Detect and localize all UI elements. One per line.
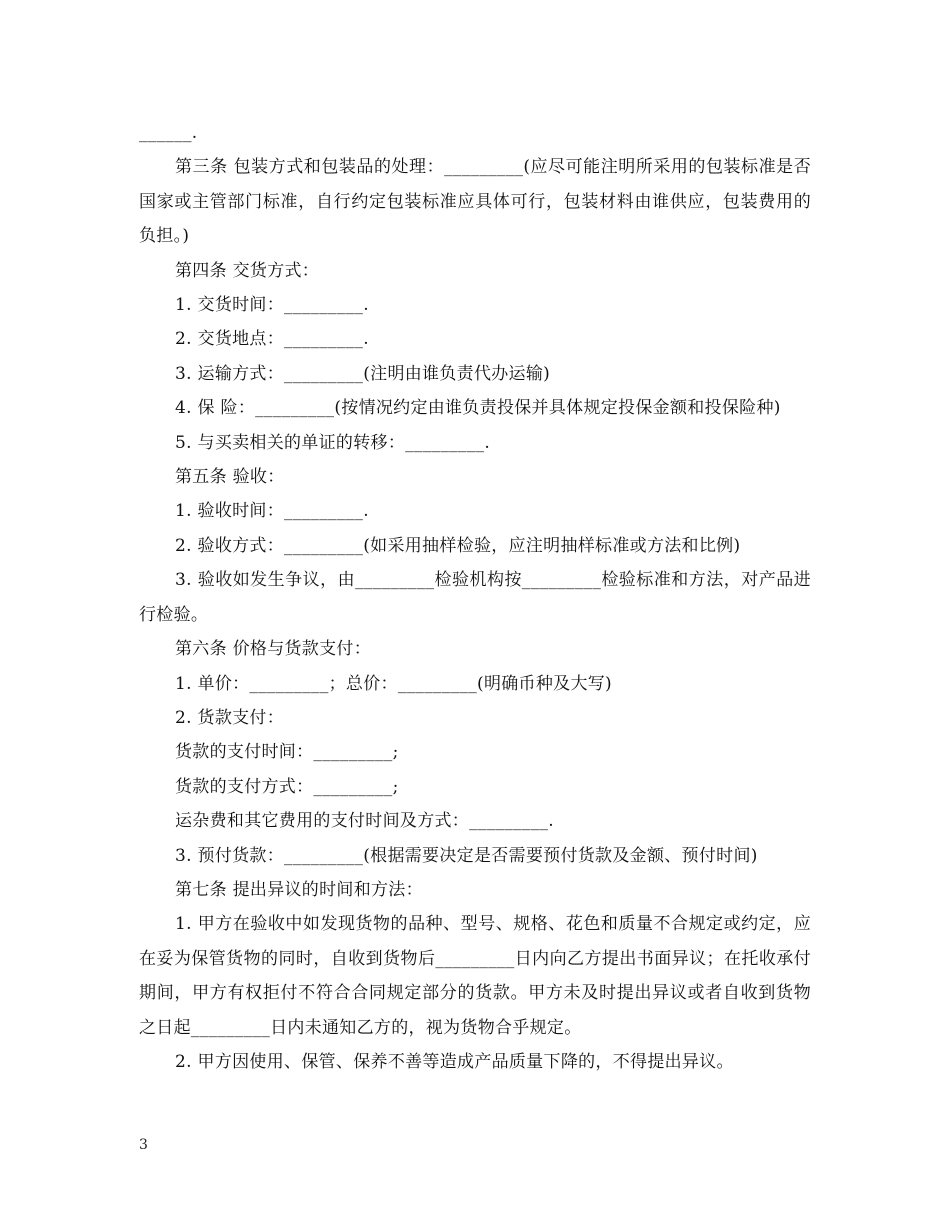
paragraph: 4. 保 险：_________(按情况约定由谁负责投保并具体规定投保金额和投保险种) [175,398,781,419]
paragraph: 3. 验收如发生争议，由_________检验机构按_________检验标准和方法，对产品进行检验。 [139,570,811,625]
page-number: 3 [139,1137,148,1153]
paragraph: 2. 货款支付： [175,707,285,728]
paragraph: 1. 交货时间：_________. [175,295,369,316]
paragraph: 3. 预付货款：_________(根据需要决定是否需要预付货款及金额、预付时间) [175,845,758,866]
paragraph: 5. 与买卖相关的单证的转移：_________. [175,432,491,453]
paragraph: ______. [139,123,198,143]
paragraph: 第三条 包装方式和包装品的处理：_________(应尽可能注明所采用的包装标准是否国家或主管部门标准，自行约定包装标准应具体可行，包装材料由谁供应，包装费用的负担。) [139,157,811,247]
paragraph: 1. 甲方在验收中如发现货物的品种、型号、规格、花色和质量不合规定或约定，应在妥为保管货物的同时，自收到货物后_________日内向乙方提出书面异议；在托收承付期间，甲方有权拒付不符合合同规定部分的货款。甲方未及时提出异议或者自收到货物之日起_________日内未通知乙方的，视为货物合乎规定。 [139,914,811,1038]
document-body [139,116,811,1079]
paragraph: 货款的支付方式：_________; [175,776,399,797]
paragraph: 2. 甲方因使用、保管、保养不善等造成产品质量下降的，不得提出异议。 [175,1051,734,1072]
paragraph: 1. 验收时间：_________. [175,501,369,522]
paragraph: 2. 验收方式：_________(如采用抽样检验，应注明抽样标准或方法和比例) [175,535,741,556]
paragraph: 货款的支付时间：_________; [175,742,399,763]
section-heading: 第四条 交货方式： [175,260,320,281]
paragraph: 3. 运输方式：_________(注明由谁负责代办运输) [175,363,551,384]
paragraph: 运杂费和其它费用的支付时间及方式：_________. [175,811,555,832]
section-heading: 第七条 提出异议的时间和方法： [175,879,423,900]
paragraph: 2. 交货地点：_________. [175,329,369,350]
section-heading: 第六条 价格与货款支付： [175,639,372,660]
section-heading: 第五条 验收： [175,467,285,488]
paragraph: 1. 单价：_________；总价：_________(明确币种及大写) [175,673,612,694]
